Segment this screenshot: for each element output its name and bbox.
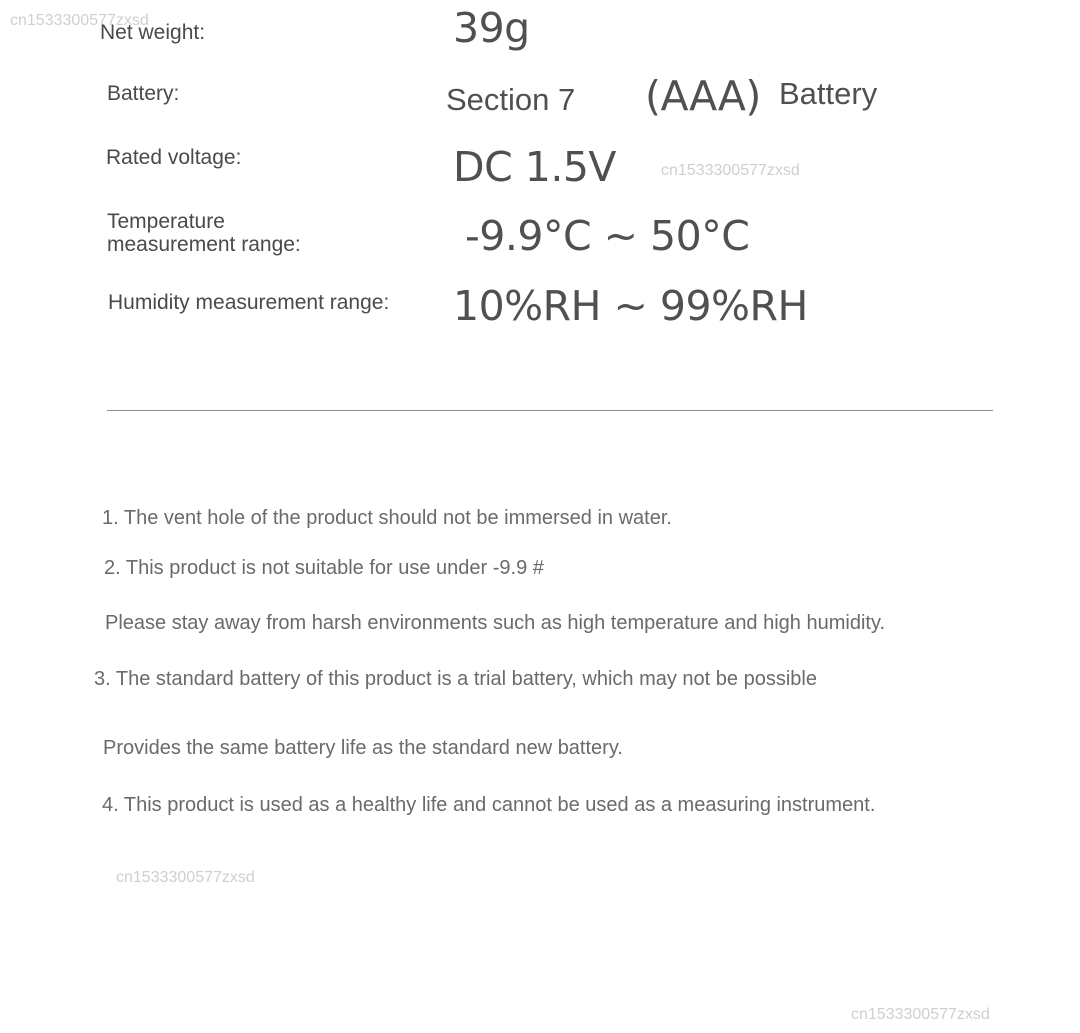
battery-value-suffix: Battery: [779, 76, 878, 111]
temperature-label-line1: Temperature: [107, 210, 225, 233]
rated-voltage-label: Rated voltage:: [106, 146, 242, 169]
net-weight-label: Net weight:: [100, 21, 206, 44]
note-item: 3. The standard battery of this product is a trial battery, which may not be possible: [94, 668, 817, 690]
battery-label: Battery:: [107, 82, 180, 105]
section-divider: [107, 410, 993, 411]
battery-value-type: (AAA): [645, 72, 761, 120]
watermark-bottom-right: cn1533300577zxsd: [851, 1006, 990, 1023]
note-item: 1. The vent hole of the product should not be immersed in water.: [102, 507, 672, 529]
temperature-value: -9.9°C ~ 50°C: [465, 212, 750, 260]
note-item: 2. This product is not suitable for use under -9.9 #: [104, 557, 544, 579]
watermark-middle: cn1533300577zxsd: [661, 162, 800, 179]
net-weight-value: 39g: [453, 4, 530, 52]
rated-voltage-value: DC 1.5V: [453, 143, 616, 191]
watermark-top-left: cn1533300577zxsd: [10, 12, 149, 29]
humidity-label: Humidity measurement range:: [108, 291, 390, 314]
temperature-label-line2: measurement range:: [107, 233, 301, 256]
humidity-value: 10%RH ~ 99%RH: [453, 282, 808, 330]
note-item: Please stay away from harsh environments such as high temperature and high humidity.: [105, 612, 886, 634]
note-item: Provides the same battery life as the standard new battery.: [103, 737, 623, 759]
note-item: 4. This product is used as a healthy life and cannot be used as a measuring instrument.: [102, 794, 876, 816]
watermark-lower-left: cn1533300577zxsd: [116, 869, 255, 886]
battery-value-section: Section 7: [446, 82, 576, 117]
